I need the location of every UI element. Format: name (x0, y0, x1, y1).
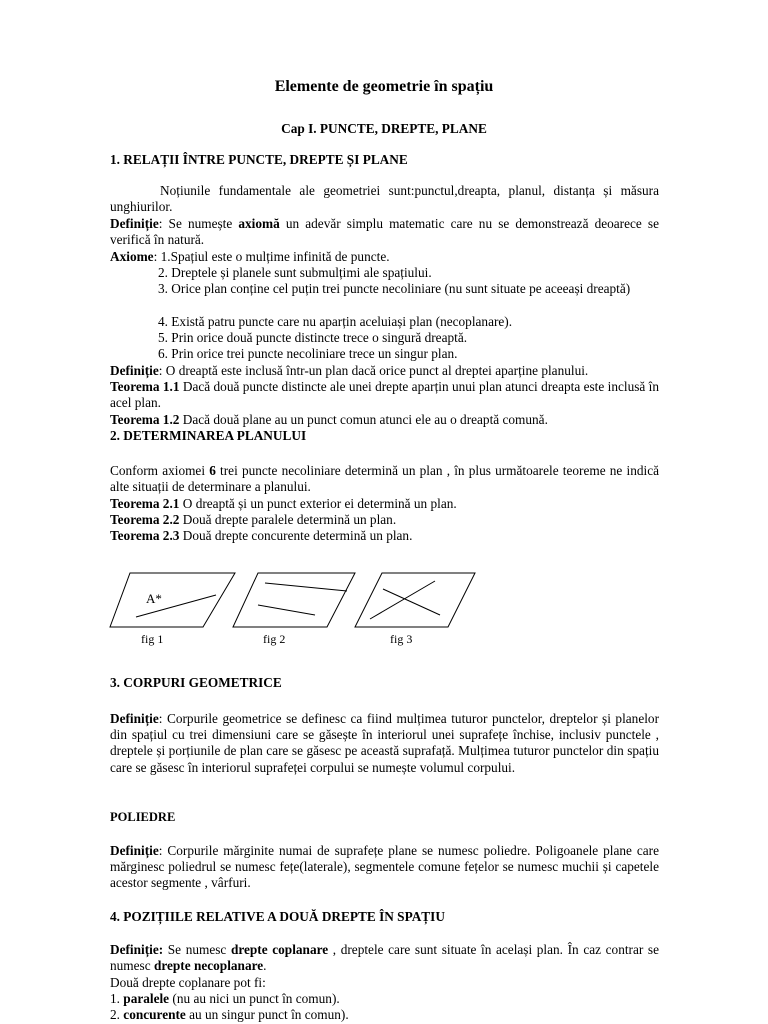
figure-3-plane (355, 573, 475, 627)
item-number: 1. (110, 991, 124, 1006)
figure-3-caption: fig 3 (390, 632, 413, 646)
figure-3 (355, 573, 475, 627)
poliedre-definition (110, 843, 659, 892)
axiom-6: 6. Prin orice trei puncte necoliniare trece un singur plan. (158, 346, 458, 361)
theorem-2-2 (110, 512, 659, 528)
s2-intro (110, 463, 659, 495)
def-text: : O dreaptă este inclusă într-un plan dacă orice punct al dreptei aparține planului. (158, 363, 589, 378)
section-2-heading: 2. DETERMINAREA PLANULUI (110, 428, 307, 443)
plane-figures (100, 565, 490, 655)
def-text: : Se numește (158, 216, 239, 231)
axiom-3: 3. Orice plan conține cel puțin trei puncte necoliniare (nu sunt situate pe aceeași dreaptă) (158, 281, 631, 296)
figure-1-plane (110, 573, 235, 627)
theorem-text: Dacă două plane au un punct comun atunci ele au o dreaptă comună. (179, 412, 548, 427)
theorem-label: Teorema 1.1 (110, 379, 180, 394)
figure-2 (233, 573, 355, 627)
def-text: un adevăr simplu matematic care nu se demonstrează deoarece se verifică în natură. (110, 216, 659, 248)
theorem-label: Teorema 2.1 (110, 496, 180, 511)
figure-2-line-bottom (258, 605, 315, 615)
figure-1-point-label: A* (146, 591, 162, 606)
theorem-1-2 (110, 412, 659, 428)
intro-text: trei puncte necoliniare determină un plan , în plus următoarele teoreme ne indică alte situații de determinare a planului. (110, 463, 659, 495)
figure-2-caption: fig 2 (263, 632, 286, 646)
figure-3-line-b (383, 589, 440, 615)
figure-2-plane (233, 573, 355, 627)
theorem-text: Două drepte paralele determină un plan. (179, 512, 397, 527)
axiom-number: 6 (209, 463, 216, 478)
intro-text: Conform axiomei (110, 463, 210, 478)
item-text: au un singur punct în comun). (185, 1007, 349, 1022)
list-item-concurrent (110, 1007, 659, 1023)
poliedre-heading: POLIEDRE (110, 810, 176, 824)
def-text: . (263, 958, 267, 974)
term-concurrent: concurente (123, 1007, 186, 1022)
theorem-2-3 (110, 528, 659, 544)
axiom-4: 4. Există patru puncte care nu aparțin aceluiași plan (necoplanare). (158, 314, 513, 329)
def-label: Definiție (110, 843, 159, 858)
figure-3-line-a (370, 581, 435, 619)
def-text: , dreptele care sunt situate în același plan. În caz contrar se numesc (110, 942, 659, 974)
theorem-label: Teorema 2.3 (110, 528, 180, 543)
s1-definition-axiom (110, 216, 659, 248)
axiom-5: 5. Prin orice două puncte distincte trece o singură dreaptă. (158, 330, 468, 345)
figure-1 (110, 573, 235, 627)
theorem-text: Două drepte concurente determină un plan. (179, 528, 413, 543)
def-text: : Corpurile geometrice se definesc ca fiind mulțimea tuturor punctelor, dreptelor și planelor din spațiul cu trei dimensiuni care se găsește în interiorul unei suprafețe închise, inclusiv punctele , dreptele și porțiunile de plan care se găsesc pe această suprafață. Mulțimea tuturor punctelor din spațiu care se găsesc în interiorul suprafeței corpului se numește volumul corpului. (110, 711, 659, 775)
section-3-heading: 3. CORPURI GEOMETRICE (110, 675, 282, 690)
theorem-1-1 (110, 379, 659, 411)
theorem-label: Teorema 2.2 (110, 512, 180, 527)
s1-intro: Noțiunile fundamentale ale geometriei sunt:punctul,dreapta, planul, distanța și măsura unghiurilor. (110, 183, 659, 215)
def-text: : Corpurile mărginite numai de suprafețe plane se numesc poliedre. Poligoanele plane care mărginesc poliedrul se numesc fețe(laterale), segmentele comune fețelor se numesc muchii și capetele acestor segmente , vârfuri. (110, 843, 659, 891)
term-coplanar: drepte coplanare (230, 942, 329, 957)
axiom-1 (110, 249, 659, 265)
section-4-heading: 4. POZIȚIILE RELATIVE A DOUĂ DREPTE ÎN SPAȚIU (110, 909, 445, 924)
item-number: 2. (110, 1007, 124, 1022)
def-label: Definiție: (110, 942, 164, 957)
def-label: Definiție (110, 216, 159, 231)
s1-definition-2 (110, 363, 659, 379)
s3-definition (110, 711, 659, 776)
chapter-title: Cap I. PUNCTE, DREPTE, PLANE (281, 121, 487, 136)
term-parallel: paralele (123, 991, 170, 1006)
list-item-parallel (110, 991, 659, 1007)
axiom-text: : 1.Spațiul este o mulțime infinită de puncte. (153, 249, 390, 264)
def-text: Se numesc (163, 942, 231, 957)
section-1-heading: 1. RELAȚII ÎNTRE PUNCTE, DREPTE ȘI PLANE (110, 152, 408, 167)
theorem-text: O dreaptă și un punct exterior ei determină un plan. (179, 496, 457, 511)
axiome-label: Axiome (110, 249, 154, 264)
def-label: Definiție (110, 363, 159, 378)
theorem-2-1 (110, 496, 659, 512)
figure-2-line-top (265, 583, 347, 591)
item-text: (nu au nici un punct în comun). (169, 991, 340, 1006)
def-label: Definiție (110, 711, 159, 726)
axiom-2: 2. Dreptele și planele sunt submulțimi ale spațiului. (158, 265, 432, 280)
figure-1-caption: fig 1 (141, 632, 164, 646)
term-axiom: axiomă (238, 216, 280, 231)
term-noncoplanar: drepte necoplanare (153, 958, 264, 974)
coplanar-intro: Două drepte coplanare pot fi: (110, 975, 266, 990)
s4-definition (110, 942, 659, 974)
theorem-text: Dacă două puncte distincte ale unei drepte aparțin unui plan atunci dreapta este inclusă în acel plan. (110, 379, 659, 411)
page-title: Elemente de geometrie în spațiu (274, 78, 494, 95)
theorem-label: Teorema 1.2 (110, 412, 180, 427)
